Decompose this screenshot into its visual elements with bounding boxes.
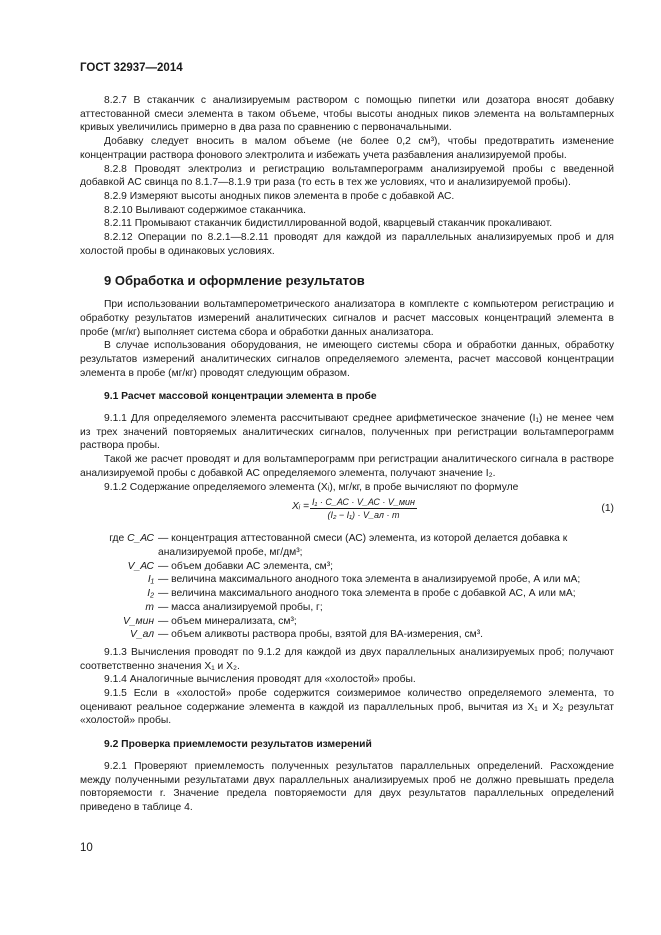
paragraph: Такой же расчет проводят и для вольтамперограмм при регистрации аналитического сигнала в растворе анализируемой пробы с добавкой АС определяемого элемента, получают значение I₂. bbox=[80, 454, 614, 479]
definition-row bbox=[80, 615, 614, 629]
formula bbox=[80, 496, 614, 526]
subsection-heading: 9.2 Проверка приемлемости результатов измерений bbox=[104, 739, 372, 751]
definition-row bbox=[80, 587, 614, 601]
paragraph: В случае использования оборудования, не имеющего системы сбора и обработки данных, обработку результатов измерений аналитических сигналов определяемого элемента, расчет массовой концентрации элемента в пробе (мг/кг) проводят следующим образом. bbox=[80, 340, 614, 379]
definition-symbol: где C_АС bbox=[109, 533, 154, 545]
formula-denominator: (I₂ − I₁) · V_ал · m bbox=[327, 510, 400, 521]
document-header: ГОСТ 32937—2014 bbox=[80, 62, 183, 74]
definition-row bbox=[80, 628, 614, 642]
paragraph: 9.1.1 Для определяемого элемента рассчитывают среднее арифметическое значение (I₁) не менее чем из трех значений повторяемых аналитических сигналов, полученных при регистрации вольтамперограмм раствора пробы. bbox=[80, 413, 614, 452]
definition-symbol: I₁ bbox=[147, 574, 154, 586]
page-number: 10 bbox=[80, 842, 93, 854]
formula-numerator: I₁ · C_АС · V_АС · V_мин bbox=[312, 497, 415, 508]
definition-symbol: V_ал bbox=[129, 629, 154, 641]
definition-text: — объем аликвоты раствора пробы, взятой для ВА-измерения, см³. bbox=[158, 629, 483, 641]
paragraph: 8.2.8 Проводят электролиз и регистрацию вольтамперограмм анализируемой пробы с введенной добавкой АС свинца по 8.1.7—8.1.9 три раза (то есть в тех же условиях, что и анализируемой пробы). bbox=[80, 163, 614, 189]
definition-row bbox=[80, 601, 614, 615]
paragraph: 9.1.5 Если в «холостой» пробе содержится соизмеримое количество определяемого элемента, то оценивают реальное содержание элемента в каждой из параллельных проб, вычитая из X₁ и X₂ результат «холостой» пробы. bbox=[80, 688, 614, 727]
definition-row bbox=[80, 573, 614, 587]
definition-text: — объем минерализата, см³; bbox=[158, 615, 297, 627]
paragraph: Добавку следует вносить в малом объеме (не более 0,2 см³), чтобы предотвратить изменение концентрации раствора фонового электролита и избежать учета разбавления анализируемой пробы. bbox=[80, 136, 614, 161]
paragraph: 8.2.10 Выливают содержимое стаканчика. bbox=[104, 204, 306, 216]
paragraph: 9.1.2 Содержание определяемого элемента (Xᵢ), мг/кг, в пробе вычисляют по формуле bbox=[104, 481, 519, 493]
paragraph: При использовании вольтамперометрического анализатора в комплекте с компьютером регистрацию и обработку результатов измерений аналитических сигналов и расчет массовых концентраций элемента в пробе (мг/кг) выполняет система сбора и обработки данных анализатора. bbox=[80, 299, 614, 338]
definition-text: — величина максимального анодного тока элемента в пробе с добавкой АС, А или мА; bbox=[158, 588, 576, 600]
paragraph: 9.1.4 Аналогичные вычисления проводят для «холостой» пробы. bbox=[104, 674, 416, 686]
definition-symbol: m bbox=[145, 601, 154, 613]
subsection-heading: 9.1 Расчет массовой концентрации элемента в пробе bbox=[104, 391, 377, 403]
paragraph: 8.2.7 В стаканчик с анализируемым раствором с помощью пипетки или дозатора вносят добавку аттестованной смеси элемента в таком объеме, чтобы высоты анодных пиков элемента на вольтамперных кривых увеличились примерно в два раза по сравнению с первоначальными. bbox=[80, 95, 614, 134]
paragraph: 9.1.3 Вычисления проводят по 9.1.2 для каждой из двух параллельных анализируемых проб; получают соответственно значения X₁ и X₂. bbox=[80, 646, 614, 672]
paragraph: 8.2.9 Измеряют высоты анодных пиков элемента в пробе с добавкой АС. bbox=[104, 190, 455, 202]
definition-symbol: I₂ bbox=[147, 588, 154, 600]
definition-symbol: V_мин bbox=[122, 615, 154, 627]
definition-text: — объем добавки АС элемента, см³; bbox=[158, 560, 334, 572]
paragraph: 8.2.11 Промывают стаканчик бидистиллированной водой, кварцевый стаканчик прокаливают. bbox=[104, 218, 553, 230]
definition-text: — величина максимального анодного тока элемента в анализируемой пробе, А или мА; bbox=[158, 574, 581, 586]
definition-symbol: V_АС bbox=[127, 560, 154, 572]
page-body bbox=[80, 94, 614, 815]
definition-text: — масса анализируемой пробы, г; bbox=[158, 601, 323, 613]
definition-row bbox=[80, 560, 614, 574]
section-heading: 9 Обработка и оформление результатов bbox=[104, 273, 365, 289]
formula-number: (1) bbox=[601, 503, 614, 515]
definition-text: — концентрация аттестованной смеси (АС) элемента, из которой делается добавка к анализируемой пробе, мг/дм³; bbox=[158, 533, 568, 558]
variable-definitions bbox=[80, 532, 614, 642]
paragraph: 9.2.1 Проверяют приемлемость полученных результатов параллельных определений. Расхождение между полученными результатами двух параллельных анализируемых проб не должно превышать предела повторяемости r. Значение предела повторяемости для двух результатов параллельных определений приведено в таблице 4. bbox=[80, 760, 614, 813]
definition-row bbox=[80, 532, 614, 559]
formula-fraction bbox=[310, 496, 417, 521]
paragraph: 8.2.12 Операции по 8.2.1—8.2.11 проводят для каждой из параллельных анализируемых проб и для холостой пробы в одинаковых условиях. bbox=[80, 232, 614, 257]
formula-lhs: Xᵢ = bbox=[292, 501, 310, 513]
